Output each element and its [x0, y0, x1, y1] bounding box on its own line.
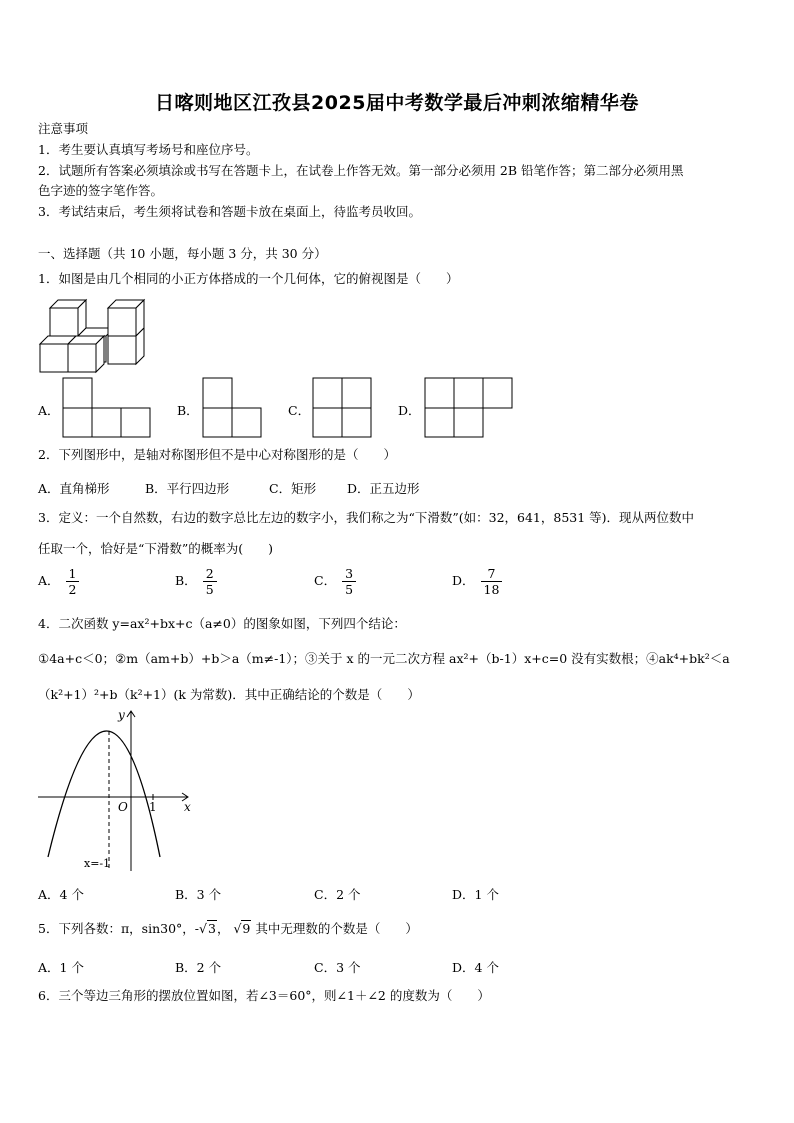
q4-line-1: 4．二次函数 y=ax²+bx+c（a≠0）的图象如图，下列四个结论： — [38, 616, 406, 631]
y-axis-label: y — [118, 708, 125, 722]
q5-option-d: D．4 个 — [452, 960, 499, 975]
q1-option-a-figure — [62, 377, 152, 439]
q3-option-d: D． $\frac{7}{18}$ — [452, 566, 502, 597]
q1-option-d-label: D． — [398, 403, 421, 418]
q1-option-c-figure — [312, 377, 374, 439]
page-title: 日喀则地区江孜县2025届中考数学最后冲刺浓缩精华卷 — [155, 92, 639, 114]
q4-option-b: B．3 个 — [175, 887, 222, 902]
q3-line-1: 3．定义：一个自然数，右边的数字总比左边的数字小，我们称之为“下滑数”(如：32，641，8531 等)．现从两位数中 — [38, 510, 695, 525]
q3-option-a: A． $\frac{1}{2}$ — [38, 566, 79, 597]
symmetry-axis-label: x=-1 — [84, 857, 111, 870]
q4-option-c: C．2 个 — [314, 887, 361, 902]
q1-option-a-label: A． — [38, 403, 60, 418]
q1-option-d-figure — [424, 377, 516, 439]
sqrt-symbol: √ — [233, 921, 242, 936]
fraction: $\frac{1}{2}$ — [66, 566, 80, 597]
notice-item-1: 1．考生要认真填写考场号和座位序号。 — [38, 142, 259, 157]
q5-text: 5．下列各数：π，sin30°，-√3， √9 其中无理数的个数是（ ） — [38, 921, 418, 936]
fraction: $\frac{2}{5}$ — [203, 566, 217, 597]
origin-label: O — [118, 800, 128, 814]
q4-line-3: （k²+1）²+b（k²+1）(k 为常数)．其中正确结论的个数是（ ） — [38, 687, 420, 702]
q2-text: 2．下列图形中，是轴对称图形但不是中心对称图形的是（ ） — [38, 447, 396, 462]
q2-option-c: C．矩形 — [269, 481, 317, 496]
fraction: $\frac{7}{18}$ — [481, 566, 503, 597]
fraction: $\frac{3}{5}$ — [342, 566, 356, 597]
q2-option-a: A．直角梯形 — [38, 481, 110, 496]
q5-option-b: B．2 个 — [175, 960, 222, 975]
q4-option-d: D．1 个 — [452, 887, 499, 902]
q6-text: 6．三个等边三角形的摆放位置如图，若∠3＝60°，则∠1＋∠2 的度数为（ ） — [38, 988, 490, 1003]
notice-item-2-cont: 色字迹的签字笔作答。 — [38, 183, 164, 198]
q5-option-a: A．1 个 — [38, 960, 84, 975]
q1-text: 1．如图是由几个相同的小正方体搭成的一个几何体，它的俯视图是（ ） — [38, 271, 459, 286]
section-heading: 一、选择题（共 10 小题，每小题 3 分，共 30 分） — [38, 246, 327, 261]
notice-item-2: 2．试题所有答案必须填涂或书写在答题卡上，在试卷上作答无效。第一部分必须用 2B 铅笔作答；第二部分必须用黑 — [38, 163, 684, 178]
tick-label: 1 — [149, 800, 157, 814]
x-axis-label: x — [184, 800, 191, 814]
q3-option-b: B． $\frac{2}{5}$ — [175, 566, 217, 597]
q2-option-b: B．平行四边形 — [145, 481, 230, 496]
q4-line-2: ①4a+c＜0；②m（am+b）+b＞a（m≠-1）；③关于 x 的一元二次方程 ax²+（b-1）x+c=0 没有实数根；④ak⁴+bk²＜a — [38, 651, 730, 666]
notice-heading: 注意事项 — [38, 121, 89, 136]
sqrt-symbol: √ — [199, 921, 207, 936]
q4-parabola-graph — [36, 705, 196, 873]
q1-option-b-label: B． — [177, 403, 199, 418]
q5-option-c: C．3 个 — [314, 960, 361, 975]
q2-option-d: D．正五边形 — [347, 481, 420, 496]
q1-option-c-label: C． — [288, 403, 311, 418]
q1-solid-figure — [38, 298, 154, 376]
q3-option-c: C． $\frac{3}{5}$ — [314, 566, 356, 597]
q1-option-b-figure — [202, 377, 264, 439]
q3-line-2: 任取一个，恰好是“下滑数”的概率为( ) — [38, 541, 274, 556]
q4-option-a: A．4 个 — [38, 887, 84, 902]
notice-item-3: 3．考试结束后，考生须将试卷和答题卡放在桌面上，待监考员收回。 — [38, 204, 421, 219]
